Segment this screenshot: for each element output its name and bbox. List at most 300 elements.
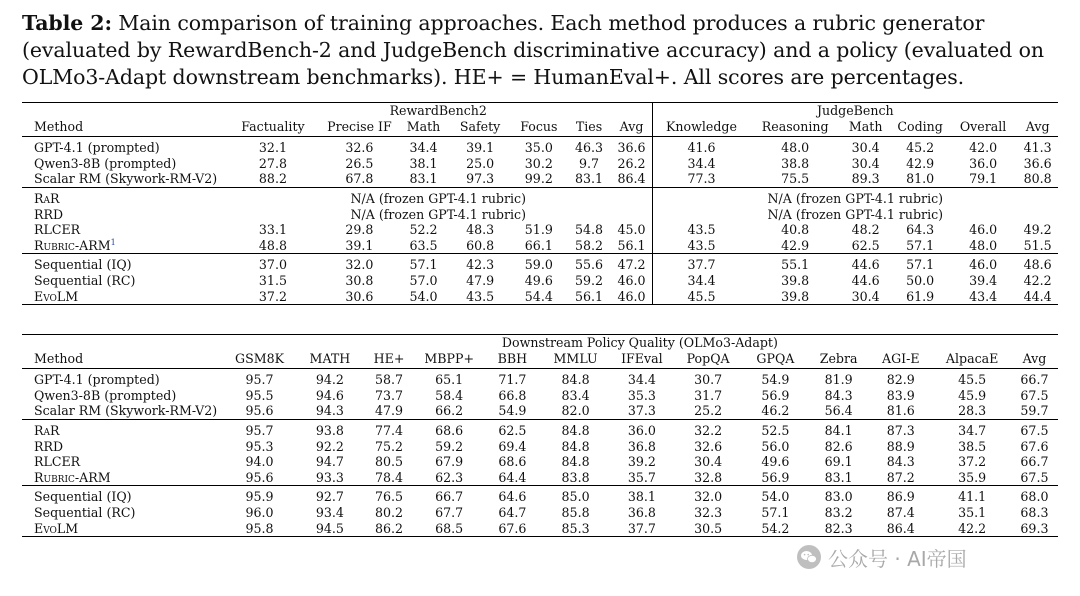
- column-header: HE+: [363, 351, 416, 369]
- column-header: GSM8K: [222, 351, 297, 369]
- score-cell: 48.6: [1017, 254, 1058, 273]
- score-cell: 34.7: [933, 419, 1010, 438]
- score-cell: 37.7: [609, 521, 674, 537]
- score-cell: 83.1: [409, 171, 438, 187]
- score-cell: 54.8: [574, 222, 604, 238]
- method-label: Qwen3-8B (prompted): [34, 155, 177, 171]
- method-label: Qwen3-8B (prompted): [34, 387, 177, 403]
- table-row: [22, 187, 1058, 206]
- score-cell: 35.9: [958, 469, 987, 485]
- score-cell: 92.7: [297, 486, 362, 505]
- score-cell: 26.5: [345, 155, 374, 171]
- score-cell: 77.3: [652, 171, 750, 187]
- score-cell: 84.8: [561, 454, 590, 470]
- score-cell: 85.3: [542, 521, 609, 537]
- score-cell: 48.3: [466, 222, 495, 238]
- score-cell: 49.6: [761, 454, 790, 470]
- score-cell: 32.0: [321, 254, 398, 273]
- score-cell: 55.1: [750, 254, 840, 273]
- score-cell: 41.3: [1023, 140, 1052, 156]
- score-cell: 36.6: [617, 140, 646, 156]
- score-cell: 46.0: [611, 289, 652, 305]
- score-cell: 30.5: [674, 521, 741, 537]
- score-cell: 84.8: [542, 419, 609, 438]
- score-cell: 51.9: [524, 222, 553, 238]
- method-name: [22, 273, 225, 289]
- score-cell: 66.7: [1020, 454, 1049, 470]
- score-cell: 82.3: [809, 521, 868, 537]
- score-cell: 86.9: [868, 486, 933, 505]
- score-cell: 39.2: [627, 454, 656, 470]
- column-header: Focus: [511, 119, 567, 137]
- column-header: IFEval: [609, 351, 674, 369]
- method-name: [22, 137, 225, 156]
- column-header: AGI-E: [868, 351, 933, 369]
- score-cell: 80.8: [1023, 171, 1052, 187]
- column-header: Zebra: [809, 351, 868, 369]
- column-header: Method: [22, 351, 222, 369]
- score-cell: 83.0: [809, 486, 868, 505]
- score-cell: 37.0: [225, 254, 321, 273]
- score-cell: 42.3: [449, 254, 511, 273]
- score-cell: 36.6: [1023, 155, 1052, 171]
- score-cell: 59.2: [435, 438, 464, 454]
- score-cell: 86.4: [617, 171, 646, 187]
- score-cell: 49.6: [524, 272, 553, 288]
- method-label: Sequential (RC): [34, 272, 136, 288]
- footnote-marker[interactable]: 1: [110, 237, 116, 247]
- score-cell: 38.5: [958, 438, 987, 454]
- score-cell: 56.1: [617, 237, 646, 253]
- score-cell: 34.4: [409, 140, 438, 156]
- score-cell: 55.6: [567, 254, 612, 273]
- score-cell: 32.3: [694, 504, 723, 520]
- score-cell: 88.2: [258, 171, 287, 187]
- score-cell: 56.0: [761, 438, 790, 454]
- score-cell: 83.2: [824, 504, 853, 520]
- score-cell: 59.7: [1020, 403, 1049, 419]
- score-cell: 54.0: [398, 289, 449, 305]
- score-cell: 54.4: [511, 289, 567, 305]
- column-header-row: [22, 119, 1058, 137]
- column-header: Avg: [611, 119, 652, 137]
- method-name: [22, 369, 222, 388]
- score-cell: 34.4: [627, 372, 656, 388]
- score-cell: 67.9: [435, 454, 464, 470]
- score-cell: 37.2: [225, 289, 321, 305]
- method-name: [22, 238, 225, 254]
- method-label: Rubric-ARM: [34, 469, 111, 485]
- column-header: Overall: [949, 119, 1017, 137]
- score-cell: 95.7: [245, 372, 274, 388]
- score-cell: 39.4: [969, 272, 998, 288]
- score-cell: 80.5: [375, 454, 404, 470]
- score-cell: 62.5: [851, 237, 880, 253]
- score-cell: 51.5: [1023, 237, 1052, 253]
- score-cell: 93.3: [315, 469, 344, 485]
- score-cell: 94.2: [315, 372, 344, 388]
- score-cell: 97.3: [466, 171, 495, 187]
- method-label: RaR: [34, 190, 60, 206]
- score-cell: 67.6: [483, 521, 542, 537]
- score-cell: 57.1: [398, 254, 449, 273]
- score-cell: 57.1: [891, 254, 949, 273]
- column-header: Ties: [567, 119, 612, 137]
- method-name: [22, 470, 222, 486]
- table-row: [22, 454, 1058, 470]
- column-header: PopQA: [674, 351, 741, 369]
- score-cell: 32.0: [674, 486, 741, 505]
- table-row: [22, 273, 1058, 289]
- score-cell: 99.2: [524, 171, 553, 187]
- method-label: RLCER: [34, 222, 81, 238]
- score-cell: 9.7: [578, 155, 600, 171]
- score-cell: 68.6: [416, 419, 483, 438]
- method-label: EvoLM: [34, 520, 79, 536]
- score-cell: 67.5: [1020, 469, 1049, 485]
- score-cell: 67.6: [1020, 438, 1049, 454]
- score-cell: 54.2: [742, 521, 809, 537]
- table-row: [22, 254, 1058, 273]
- score-cell: 34.4: [652, 273, 750, 289]
- score-cell: 82.9: [886, 372, 915, 388]
- score-cell: 68.0: [1011, 486, 1058, 505]
- score-cell: 47.9: [466, 272, 495, 288]
- score-cell: 34.4: [652, 156, 750, 172]
- score-cell: 35.7: [627, 469, 656, 485]
- score-cell: 75.2: [375, 438, 404, 454]
- method-label: RaR: [34, 422, 60, 438]
- score-cell: 47.9: [375, 403, 404, 419]
- caption-label: Table 2:: [22, 11, 112, 35]
- score-cell: 84.3: [824, 387, 853, 403]
- score-cell: 42.9: [906, 155, 935, 171]
- score-cell: 83.1: [574, 171, 604, 187]
- score-cell: 44.6: [851, 272, 880, 288]
- na-cell: N/A (frozen GPT-4.1 rubric): [225, 187, 652, 206]
- group-downstream: Downstream Policy Quality (OLMo3-Adapt): [222, 335, 1058, 351]
- column-header: Coding: [891, 119, 949, 137]
- score-cell: 38.8: [781, 155, 810, 171]
- table-row: [22, 419, 1058, 438]
- score-cell: 57.1: [906, 237, 935, 253]
- score-cell: 83.8: [561, 469, 590, 485]
- score-cell: 94.0: [245, 454, 274, 470]
- caption-text: Main comparison of training approaches. Each method produces a rubric generator (evaluated by RewardBench-2 and JudgeBench discriminative accuracy) and a policy (evaluated on OLMo3-Adapt downstream benchmarks). HE+ = HumanEval+. All scores are percentages.: [22, 11, 1044, 89]
- score-cell: 30.7: [694, 372, 723, 388]
- method-label: Scalar RM (Skywork-RM-V2): [34, 403, 218, 419]
- downstream-policy-table: [22, 334, 1058, 537]
- score-cell: 56.1: [567, 289, 612, 305]
- score-cell: 94.5: [297, 521, 362, 537]
- method-name: [22, 289, 225, 305]
- score-cell: 54.0: [742, 486, 809, 505]
- score-cell: 83.9: [886, 387, 915, 403]
- rewardbench-judgebench-table: [22, 102, 1058, 305]
- method-name: [22, 187, 225, 206]
- table-row: [22, 388, 1058, 404]
- score-cell: 25.2: [694, 403, 723, 419]
- score-cell: 58.4: [435, 387, 464, 403]
- score-cell: 46.3: [574, 140, 604, 156]
- score-cell: 46.0: [617, 272, 646, 288]
- score-cell: 40.8: [781, 222, 810, 238]
- score-cell: 43.4: [949, 289, 1017, 305]
- score-cell: 41.1: [933, 486, 1010, 505]
- score-cell: 66.8: [498, 387, 527, 403]
- column-header-row: [22, 351, 1058, 369]
- column-header: Safety: [449, 119, 511, 137]
- score-cell: 30.4: [851, 155, 880, 171]
- score-cell: 79.1: [969, 171, 998, 187]
- score-cell: 44.4: [1017, 289, 1058, 305]
- score-cell: 45.2: [906, 140, 935, 156]
- score-cell: 45.0: [617, 222, 646, 238]
- score-cell: 39.1: [345, 237, 374, 253]
- column-header: Knowledge: [652, 119, 750, 137]
- table-row: [22, 238, 1058, 254]
- score-cell: 67.5: [1020, 387, 1049, 403]
- score-cell: 64.6: [483, 486, 542, 505]
- score-cell: 78.4: [375, 469, 404, 485]
- score-cell: 35.0: [524, 140, 553, 156]
- method-name: [22, 388, 222, 404]
- score-cell: 76.5: [363, 486, 416, 505]
- score-cell: 52.2: [409, 222, 438, 238]
- table-row: [22, 156, 1058, 172]
- score-cell: 32.2: [674, 419, 741, 438]
- score-cell: 26.2: [617, 155, 646, 171]
- method-name: [22, 454, 222, 470]
- score-cell: 92.2: [315, 438, 344, 454]
- score-cell: 33.1: [258, 222, 287, 238]
- method-name: [22, 403, 222, 419]
- score-cell: 46.0: [949, 254, 1017, 273]
- score-cell: 61.9: [891, 289, 949, 305]
- score-cell: 41.6: [652, 137, 750, 156]
- score-cell: 56.9: [761, 469, 790, 485]
- score-cell: 62.5: [483, 419, 542, 438]
- score-cell: 54.9: [498, 403, 527, 419]
- score-cell: 68.5: [416, 521, 483, 537]
- score-cell: 82.6: [824, 438, 853, 454]
- column-header: Precise IF: [321, 119, 398, 137]
- score-cell: 39.8: [781, 272, 810, 288]
- score-cell: 48.0: [781, 140, 810, 156]
- score-cell: 31.5: [258, 272, 287, 288]
- score-cell: 59.2: [574, 272, 604, 288]
- score-cell: 30.4: [694, 454, 723, 470]
- score-cell: 60.8: [466, 237, 495, 253]
- method-name: [22, 505, 222, 521]
- score-cell: 58.7: [375, 372, 404, 388]
- score-cell: 30.4: [851, 140, 880, 156]
- score-cell: 45.9: [958, 387, 987, 403]
- score-cell: 32.1: [258, 140, 287, 156]
- method-label: Sequential (IQ): [34, 489, 132, 505]
- score-cell: 43.5: [652, 222, 750, 238]
- score-cell: 25.0: [466, 155, 495, 171]
- score-cell: 95.6: [245, 403, 274, 419]
- score-cell: 95.3: [245, 438, 274, 454]
- column-header: AlpacaE: [933, 351, 1010, 369]
- method-label: GPT-4.1 (prompted): [34, 140, 160, 156]
- group-judgebench: JudgeBench: [652, 103, 1058, 119]
- table-caption: [22, 10, 1062, 91]
- score-cell: 48.2: [851, 222, 880, 238]
- method-label: EvoLM: [34, 288, 79, 304]
- score-cell: 87.2: [886, 469, 915, 485]
- score-cell: 43.5: [652, 238, 750, 254]
- method-name: [22, 156, 225, 172]
- score-cell: 36.8: [627, 504, 656, 520]
- score-cell: 35.1: [958, 504, 987, 520]
- score-cell: 44.6: [840, 254, 891, 273]
- score-cell: 42.9: [781, 237, 810, 253]
- score-cell: 56.9: [761, 387, 790, 403]
- table-row: [22, 439, 1058, 455]
- method-name: [22, 419, 222, 438]
- score-cell: 87.4: [886, 504, 915, 520]
- watermark: [796, 540, 1066, 574]
- na-cell: N/A (frozen GPT-4.1 rubric): [652, 187, 1058, 206]
- column-header: GPQA: [742, 351, 809, 369]
- score-cell: 48.0: [969, 237, 998, 253]
- column-header: Reasoning: [750, 119, 840, 137]
- table-row: [22, 521, 1058, 537]
- table-row: [22, 470, 1058, 486]
- score-cell: 38.1: [409, 155, 438, 171]
- score-cell: 67.5: [1011, 419, 1058, 438]
- score-cell: 67.8: [345, 171, 374, 187]
- table-row: [22, 486, 1058, 505]
- score-cell: 45.5: [958, 372, 987, 388]
- score-cell: 94.7: [315, 454, 344, 470]
- score-cell: 36.0: [609, 419, 674, 438]
- score-cell: 85.0: [542, 486, 609, 505]
- score-cell: 83.1: [824, 469, 853, 485]
- score-cell: 32.8: [694, 469, 723, 485]
- table-row: [22, 207, 1058, 223]
- score-cell: 35.3: [627, 387, 656, 403]
- column-header: Avg: [1017, 119, 1058, 137]
- score-cell: 39.8: [750, 289, 840, 305]
- score-cell: 58.2: [574, 237, 604, 253]
- score-cell: 95.7: [222, 419, 297, 438]
- column-header: MBPP+: [416, 351, 483, 369]
- score-cell: 38.1: [609, 486, 674, 505]
- table-row: [22, 137, 1058, 156]
- score-cell: 39.1: [466, 140, 495, 156]
- score-cell: 80.2: [375, 504, 404, 520]
- score-cell: 88.9: [886, 438, 915, 454]
- method-label: RRD: [34, 438, 64, 454]
- score-cell: 43.5: [449, 289, 511, 305]
- column-header: Factuality: [225, 119, 321, 137]
- score-cell: 69.1: [824, 454, 853, 470]
- column-header: Avg: [1011, 351, 1058, 369]
- method-name: [22, 521, 222, 537]
- method-name: [22, 207, 225, 223]
- table-row: [22, 171, 1058, 187]
- score-cell: 57.0: [409, 272, 438, 288]
- score-cell: 66.1: [524, 237, 553, 253]
- score-cell: 81.0: [906, 171, 935, 187]
- score-cell: 93.8: [297, 419, 362, 438]
- table-row: [22, 289, 1058, 305]
- score-cell: 29.8: [345, 222, 374, 238]
- score-cell: 37.3: [627, 403, 656, 419]
- score-cell: 63.5: [409, 237, 438, 253]
- group-rewardbench: RewardBench2: [225, 103, 652, 119]
- score-cell: 64.4: [498, 469, 527, 485]
- score-cell: 52.5: [742, 419, 809, 438]
- score-cell: 37.7: [652, 254, 750, 273]
- method-label: RLCER: [34, 454, 81, 470]
- score-cell: 42.2: [1023, 272, 1052, 288]
- method-label: RRD: [34, 206, 64, 222]
- score-cell: 36.8: [627, 438, 656, 454]
- column-header: MATH: [297, 351, 362, 369]
- score-cell: 27.8: [258, 155, 287, 171]
- score-cell: 47.2: [611, 254, 652, 273]
- score-cell: 94.6: [315, 387, 344, 403]
- score-cell: 54.9: [761, 372, 790, 388]
- score-cell: 96.0: [245, 504, 274, 520]
- score-cell: 71.7: [498, 372, 527, 388]
- score-cell: 59.0: [511, 254, 567, 273]
- score-cell: 32.6: [694, 438, 723, 454]
- score-cell: 86.4: [868, 521, 933, 537]
- score-cell: 36.0: [969, 155, 998, 171]
- method-name: [22, 222, 225, 238]
- score-cell: 66.2: [435, 403, 464, 419]
- score-cell: 42.2: [933, 521, 1010, 537]
- method-label: Sequential (IQ): [34, 257, 132, 273]
- score-cell: 69.3: [1011, 521, 1058, 537]
- method-label: GPT-4.1 (prompted): [34, 372, 160, 388]
- score-cell: 84.1: [809, 419, 868, 438]
- score-cell: 62.3: [435, 469, 464, 485]
- score-cell: 46.0: [969, 222, 998, 238]
- score-cell: 30.6: [321, 289, 398, 305]
- wechat-icon: [796, 544, 822, 570]
- score-cell: 30.2: [524, 155, 553, 171]
- group-header-row: [22, 103, 1058, 119]
- method-name: [22, 254, 225, 273]
- na-cell: N/A (frozen GPT-4.1 rubric): [350, 206, 527, 222]
- column-header: BBH: [483, 351, 542, 369]
- table-row: [22, 505, 1058, 521]
- score-cell: 77.4: [363, 419, 416, 438]
- column-header: Math: [840, 119, 891, 137]
- score-cell: 64.3: [906, 222, 935, 238]
- score-cell: 42.0: [969, 140, 998, 156]
- score-cell: 86.2: [363, 521, 416, 537]
- score-cell: 32.6: [345, 140, 374, 156]
- score-cell: 87.3: [868, 419, 933, 438]
- score-cell: 67.7: [435, 504, 464, 520]
- score-cell: 75.5: [781, 171, 810, 187]
- method-name: [22, 486, 222, 505]
- score-cell: 83.4: [561, 387, 590, 403]
- score-cell: 73.7: [375, 387, 404, 403]
- score-cell: 89.3: [851, 171, 880, 187]
- method-label: Scalar RM (Skywork-RM-V2): [34, 171, 218, 187]
- na-cell: N/A (frozen GPT-4.1 rubric): [652, 207, 1058, 223]
- score-cell: 37.2: [958, 454, 987, 470]
- score-cell: 84.8: [561, 372, 590, 388]
